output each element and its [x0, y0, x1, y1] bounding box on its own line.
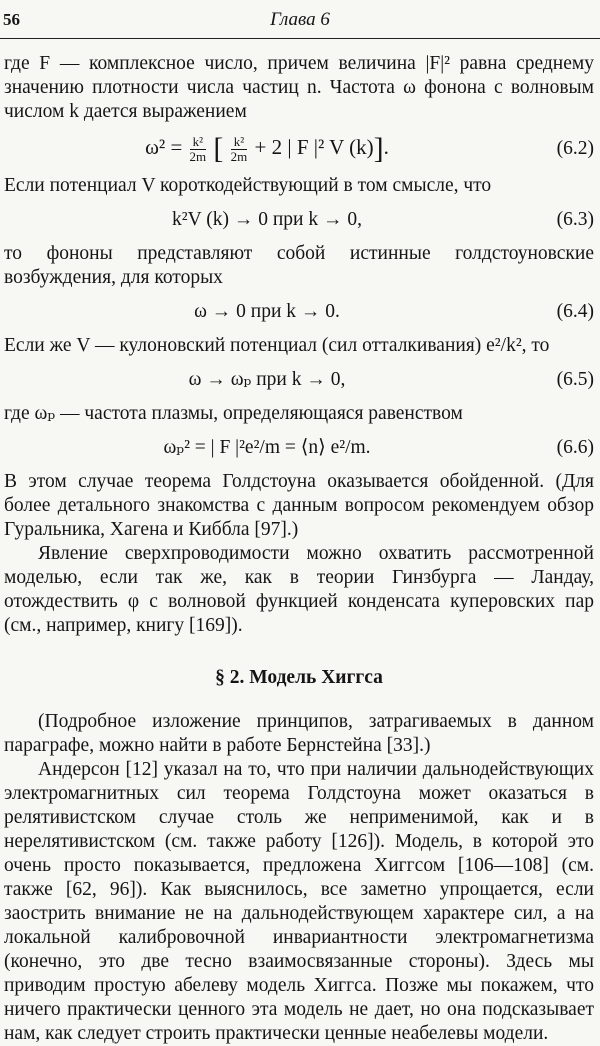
paragraph-6: В этом случае теорема Голдстоуна оказывается обойденной. (Для более детального знакомства с данным вопросом рекомендуем обзор Гуральника, Хагена и Киббла [97].) [4, 471, 594, 540]
equation-6-4-number: (6.4) [556, 301, 594, 322]
equation-6-6-body: ωₚ² = | F |²e²/m = ⟨n⟩ e²/m. [163, 437, 371, 458]
equation-6-3 [4, 208, 594, 232]
paragraph-5: где ωₚ — частота плазмы, определяющаяся равенством [4, 403, 463, 424]
equation-6-3-body: k²V (k) → 0 при k → 0, [172, 209, 362, 230]
paragraph-9: Андерсон [12] указал на то, что при наличии дальнодействующих электромагнитных сил теорема Голдстоуна может оказаться в релятивистском случае столь же неприменимой, как и в нерелятивистском (см. также работу [126]). Модель, в которой это очень просто показывается, предложена Хиггсом [106—108] (см. также [62, 96]). Как выяснилось, все заметно упрощается, если заострить внимание не на дальнодействующем характере сил, а на локальной калибровочной инвариантности электромагнетизма (конечно, это две тесно взаимосвязанные стороны). Здесь мы приводим простую абелеву модель Хиггса. Позже мы покажем, что ничего практически ценного эта модель не дает, но она подсказывает нам, как следует строить практически ценные неабелевы модели. [4, 759, 594, 1044]
equation-6-5-body: ω → ωₚ при k → 0, [188, 369, 346, 390]
eq1-inner-rest: + 2 | F |² V (k) [254, 134, 374, 159]
paragraph-8: (Подробное изложение принципов, затрагиваемых в данном параграфе, можно найти в работе Бернстейна [33].) [4, 711, 594, 756]
equation-6-6 [4, 436, 594, 460]
page-number: 56 [3, 10, 20, 29]
eq1-frac-den-inner: 2m [230, 148, 248, 164]
eq1-bracket-close: ] [373, 132, 384, 165]
eq1-lhs: ω² = [145, 134, 183, 159]
equation-6-2-number: (6.2) [556, 138, 594, 159]
eq1-frac-num: k² [190, 135, 207, 150]
paragraph-4: Если же V — кулоновский потенциал (сил отталкивания) e²/k², то [4, 335, 550, 356]
equation-6-5 [4, 368, 594, 392]
header-rule [0, 38, 600, 39]
paragraph-2: Если потенциал V короткодействующий в том смысле, что [4, 175, 492, 196]
eq1-fraction-inner [231, 135, 248, 164]
eq1-tail: . [383, 134, 389, 159]
eq1-frac-den: 2m [189, 148, 207, 164]
equation-6-4 [4, 300, 594, 324]
equation-6-2 [4, 134, 594, 164]
chapter-title: Глава 6 [270, 9, 330, 30]
paragraph-1: где F — комплексное число, причем величина |F|² равна среднему значению плотности числа частиц n. Частота ω фонона с волновым числом k дается выражением [4, 53, 594, 122]
paragraph-7: Явление сверхпроводимости можно охватить рассмотренной моделью, если так же, как в теории Гинзбурга — Ландау, отождествить φ с волновой функцией конденсата куперовских пар (см., например, книгу [169]). [4, 543, 594, 636]
eq1-bracket-open: [ [213, 132, 224, 165]
paragraph-3: то фононы представляют собой истинные голдстоуновские возбуждения, для которых [4, 243, 594, 288]
equation-6-6-number: (6.6) [556, 437, 594, 458]
eq1-fraction-outer [190, 135, 207, 164]
equation-6-3-number: (6.3) [556, 209, 594, 230]
page-header [0, 2, 600, 36]
equation-6-4-body: ω → 0 при k → 0. [194, 301, 340, 322]
eq1-frac-num-inner: k² [231, 135, 248, 150]
section-heading: § 2. Модель Хиггса [215, 667, 383, 688]
equation-6-5-number: (6.5) [556, 369, 594, 390]
equation-6-2-body [4, 134, 530, 164]
page-body [4, 52, 594, 1046]
